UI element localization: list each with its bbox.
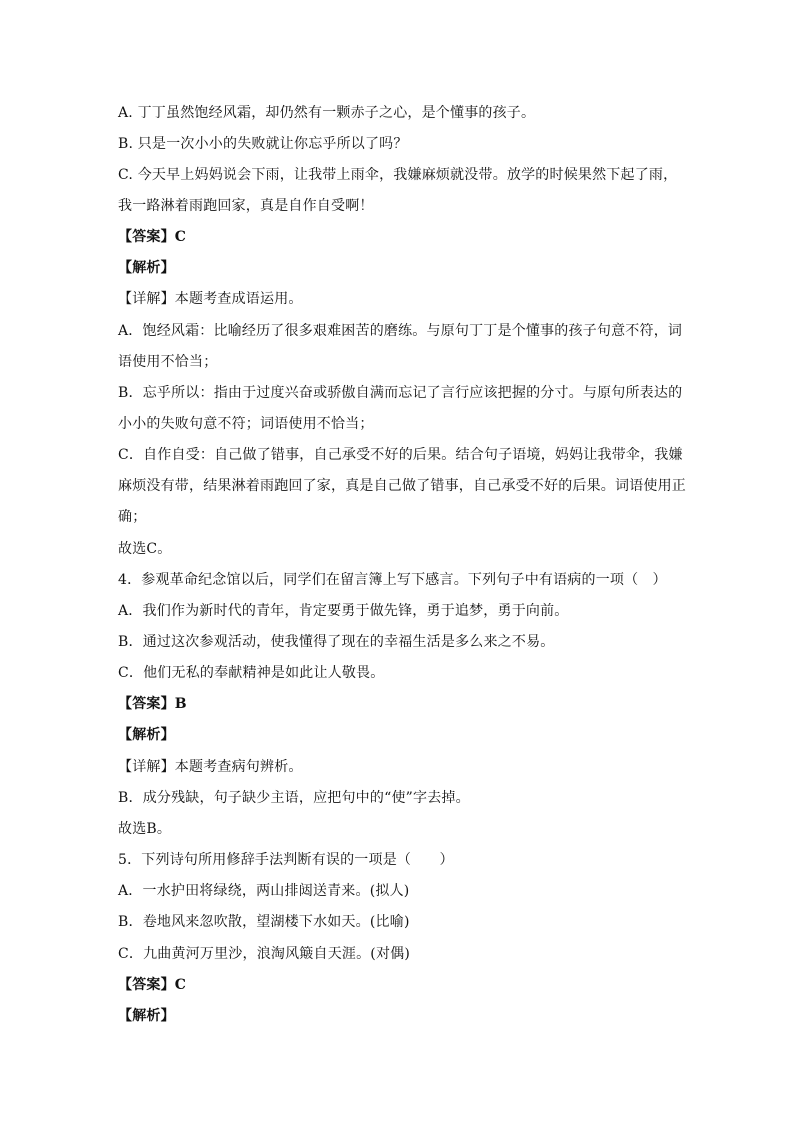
question-5-line: 5．下列诗句所用修辞手法判断有误的一项是（ ） bbox=[118, 852, 454, 868]
explain-c-line-end: 确； bbox=[118, 509, 147, 525]
q5-option-b-line: B．卷地风来忽吹散，望湖楼下水如天。(比喻) bbox=[118, 914, 410, 930]
option-c-line: C. 今天早上妈妈说会下雨，让我带上雨伞，我嫌麻烦就没带。放学的时候果然下起了雨， bbox=[118, 167, 678, 183]
option-b-line: B. 只是一次小小的失败就让你忘乎所以了吗？ bbox=[118, 136, 408, 152]
detail-line: 【详解】本题考查病句辨析。 bbox=[118, 759, 303, 775]
option-a-line: A. 丁丁虽然饱经风霜，却仍然有一颗赤子之心，是个懂事的孩子。 bbox=[118, 105, 536, 121]
q4-explain-line: B．成分残缺，句子缺少主语，应把句中的“使”字去掉。 bbox=[118, 790, 470, 806]
answer-label: 【答案】C bbox=[118, 977, 187, 993]
q5-option-c-line: C．九曲黄河万里沙，浪淘风簸自天涯。(对偶) bbox=[118, 946, 411, 962]
q4-option-b-line: B．通过这次参观活动，使我懂得了现在的幸福生活是多么来之不易。 bbox=[118, 634, 555, 650]
answer-label: 【答案】C bbox=[118, 229, 187, 245]
explain-c-line: C．自作自受：自己做了错事，自己承受不好的后果。结合句子语境，妈妈让我带伞，我嫌 bbox=[118, 447, 683, 463]
q5-option-a-line: A．一水护田将绿绕，两山排闼送青来。(拟人) bbox=[118, 883, 410, 899]
option-c-line-cont: 我一路淋着雨跑回家，真是自作自受啊！ bbox=[118, 198, 374, 214]
choose-line: 故选C。 bbox=[118, 541, 172, 557]
q4-option-c-line: C．他们无私的奉献精神是如此让人敬畏。 bbox=[118, 665, 385, 681]
explain-b-line: B．忘乎所以：指由于过度兴奋或骄傲自满而忘记了言行应该把握的分寸。与原句所表达的 bbox=[118, 385, 683, 401]
q4-option-a-line: A．我们作为新时代的青年，肯定要勇于做先锋，勇于追梦，勇于向前。 bbox=[118, 603, 569, 619]
detail-line: 【详解】本题考查成语运用。 bbox=[118, 291, 303, 307]
analysis-label: 【解析】 bbox=[118, 1008, 175, 1024]
analysis-label: 【解析】 bbox=[118, 727, 175, 743]
choose-line: 故选B。 bbox=[118, 821, 172, 837]
explain-a-line: A．饱经风霜：比喻经历了很多艰难困苦的磨练。与原句丁丁是个懂事的孩子句意不符，词 bbox=[118, 323, 683, 339]
explain-a-line-cont: 语使用不恰当； bbox=[118, 354, 218, 370]
question-4-line: 4．参观革命纪念馆以后，同学们在留言簿上写下感言。下列句子中有语病的一项（ ） bbox=[118, 572, 667, 588]
explain-b-line-cont: 小小的失败句意不符；词语使用不恰当； bbox=[118, 416, 374, 432]
explain-c-line-cont: 麻烦没有带，结果淋着雨跑回了家，真是自己做了错事，自己承受不好的后果。词语使用正 bbox=[118, 478, 686, 494]
answer-label: 【答案】B bbox=[118, 696, 187, 712]
analysis-label: 【解析】 bbox=[118, 260, 175, 276]
